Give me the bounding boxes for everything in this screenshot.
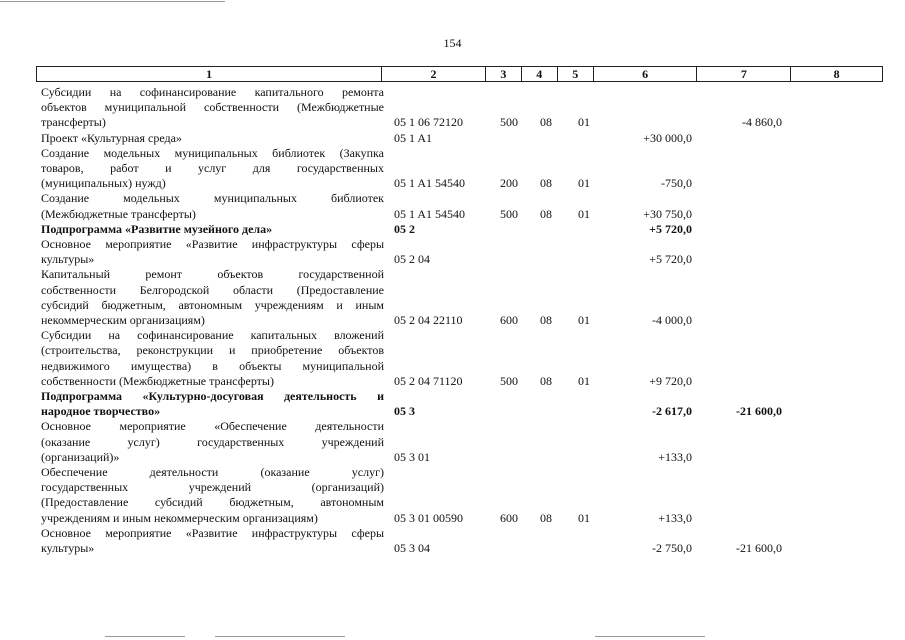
row-expense-type: 500 bbox=[500, 206, 518, 221]
description-line: (оказание услуг) государственных учреждений bbox=[41, 434, 384, 449]
description-line: Создание модельных муниципальных библиотек (Закупка bbox=[41, 145, 384, 160]
description-line: культуры» bbox=[41, 252, 95, 267]
header-col-6: 6 bbox=[594, 67, 698, 81]
description-line: Проект «Культурная среда» bbox=[41, 130, 182, 145]
table-row bbox=[0, 237, 905, 267]
table-row bbox=[0, 328, 905, 389]
table-row bbox=[0, 131, 905, 146]
description-line: товаров, работ и услуг для государственных bbox=[41, 160, 384, 175]
description-line: Капитальный ремонт объектов государственной bbox=[41, 267, 384, 282]
scan-artifact bbox=[595, 636, 705, 637]
table-row bbox=[0, 146, 905, 192]
row-amount-6: +5 720,0 bbox=[649, 221, 692, 236]
row-code: 05 2 04 22110 bbox=[394, 312, 463, 327]
table-header bbox=[36, 66, 883, 82]
description-line: Обеспечение деятельности (оказание услуг) bbox=[41, 465, 384, 479]
row-code: 05 1 A1 54540 bbox=[394, 206, 466, 221]
description-line: Субсидии на софинансирование капитальных вложений bbox=[41, 328, 384, 343]
table-row bbox=[0, 419, 905, 465]
row-description bbox=[41, 328, 384, 389]
row-code: 05 3 01 00590 bbox=[394, 510, 463, 525]
row-expense-type: 600 bbox=[500, 510, 518, 525]
row-code: 05 1 A1 bbox=[394, 130, 433, 145]
description-line: некоммерческим организациям) bbox=[41, 312, 205, 327]
description-line: объектов муниципальной собственности (Межбюджетные bbox=[41, 100, 384, 115]
row-amount-7: -21 600,0 bbox=[736, 404, 782, 419]
description-line: субсидий бюджетным, автономным учреждениям и иным bbox=[41, 297, 384, 312]
description-line: Субсидии на софинансирование капитального ремонта bbox=[41, 85, 384, 99]
row-code: 05 2 04 bbox=[394, 252, 430, 267]
row-amount-6: +133,0 bbox=[658, 449, 692, 464]
description-line: (Предоставление субсидий бюджетным, автономным bbox=[41, 495, 384, 510]
row-amount-7: -4 860,0 bbox=[742, 115, 782, 130]
table-row bbox=[0, 526, 905, 556]
row-section: 08 bbox=[540, 373, 552, 388]
header-col-7: 7 bbox=[697, 67, 791, 81]
row-code: 05 2 04 71120 bbox=[394, 373, 463, 388]
row-subsection: 01 bbox=[578, 206, 590, 221]
row-subsection: 01 bbox=[578, 176, 590, 191]
description-line: Создание модельных муниципальных библиотек bbox=[41, 191, 384, 206]
row-amount-6: +133,0 bbox=[658, 510, 692, 525]
header-col-5: 5 bbox=[558, 67, 594, 81]
row-code: 05 3 01 bbox=[394, 449, 430, 464]
row-description bbox=[41, 526, 384, 556]
description-line: Основное мероприятие «Обеспечение деятельности bbox=[41, 419, 384, 434]
description-line: (строительства, реконструкции и приобретение объектов bbox=[41, 343, 384, 358]
header-col-8: 8 bbox=[833, 67, 840, 81]
description-line: собственности Белгородской области (Предоставление bbox=[41, 282, 384, 297]
row-amount-6: +9 720,0 bbox=[649, 373, 692, 388]
row-amount-6: +5 720,0 bbox=[649, 252, 692, 267]
description-line: Основное мероприятие «Развитие инфраструктуры сферы bbox=[41, 237, 384, 251]
description-line: Подпрограмма «Развитие музейного дела» bbox=[41, 221, 273, 236]
description-line: собственности (Межбюджетные трансферты) bbox=[41, 373, 274, 388]
row-expense-type: 500 bbox=[500, 115, 518, 130]
row-description bbox=[41, 389, 384, 419]
header-col-2: 2 bbox=[382, 67, 486, 81]
row-description bbox=[41, 419, 384, 465]
header-col-1: 1 bbox=[37, 67, 382, 81]
table-row bbox=[0, 191, 905, 221]
row-amount-6: -2 750,0 bbox=[652, 540, 692, 555]
row-description bbox=[41, 191, 384, 221]
row-amount-7: -21 600,0 bbox=[736, 540, 782, 555]
row-code: 05 1 06 72120 bbox=[394, 115, 463, 130]
row-subsection: 01 bbox=[578, 373, 590, 388]
description-line: Подпрограмма «Культурно-досуговая деятельность и bbox=[41, 389, 384, 403]
table-row bbox=[0, 465, 905, 526]
row-expense-type: 500 bbox=[500, 373, 518, 388]
scan-artifact bbox=[105, 636, 185, 637]
description-line: недвижимого имущества) в объекты муниципальной bbox=[41, 358, 384, 373]
description-line: культуры» bbox=[41, 540, 95, 555]
row-code: 05 1 A1 54540 bbox=[394, 176, 466, 191]
description-line: Основное мероприятие «Развитие инфраструктуры сферы bbox=[41, 525, 384, 540]
description-line: трансферты) bbox=[41, 115, 106, 130]
header-col-4: 4 bbox=[522, 67, 558, 81]
row-amount-6: +30 000,0 bbox=[643, 130, 692, 145]
row-subsection: 01 bbox=[578, 115, 590, 130]
row-section: 08 bbox=[540, 115, 552, 130]
row-amount-6: -2 617,0 bbox=[652, 404, 692, 419]
row-code: 05 3 bbox=[394, 404, 415, 419]
row-description bbox=[41, 465, 384, 526]
description-line: учреждениям и иным некоммерческим организациям) bbox=[41, 510, 318, 525]
row-subsection: 01 bbox=[578, 510, 590, 525]
row-description bbox=[41, 85, 384, 131]
description-line: государственных учреждений (организаций) bbox=[41, 480, 384, 495]
description-line: (муниципальных) нужд) bbox=[41, 176, 166, 191]
row-section: 08 bbox=[540, 176, 552, 191]
row-description bbox=[41, 237, 384, 267]
row-code: 05 3 04 bbox=[394, 540, 430, 555]
header-col-3: 3 bbox=[486, 67, 522, 81]
scan-artifact bbox=[0, 1, 225, 2]
row-section: 08 bbox=[540, 206, 552, 221]
row-subsection: 01 bbox=[578, 312, 590, 327]
row-amount-6: -4 000,0 bbox=[652, 312, 692, 327]
scan-artifact bbox=[215, 636, 345, 637]
row-description bbox=[41, 146, 384, 192]
row-description bbox=[41, 131, 384, 146]
description-line: (Межбюджетные трансферты) bbox=[41, 206, 196, 221]
table-row bbox=[0, 85, 905, 131]
row-amount-6: +30 750,0 bbox=[643, 206, 692, 221]
table-row bbox=[0, 267, 905, 328]
description-line: народное творчество» bbox=[41, 404, 161, 419]
row-expense-type: 600 bbox=[500, 312, 518, 327]
row-expense-type: 200 bbox=[500, 176, 518, 191]
page-number: 154 bbox=[443, 36, 462, 50]
row-description bbox=[41, 222, 384, 237]
description-line: (организаций)» bbox=[41, 449, 120, 464]
row-description bbox=[41, 267, 384, 328]
row-section: 08 bbox=[540, 510, 552, 525]
row-amount-6: -750,0 bbox=[661, 176, 692, 191]
row-section: 08 bbox=[540, 312, 552, 327]
table-row bbox=[0, 389, 905, 419]
row-code: 05 2 bbox=[394, 221, 415, 236]
table-row bbox=[0, 222, 905, 237]
